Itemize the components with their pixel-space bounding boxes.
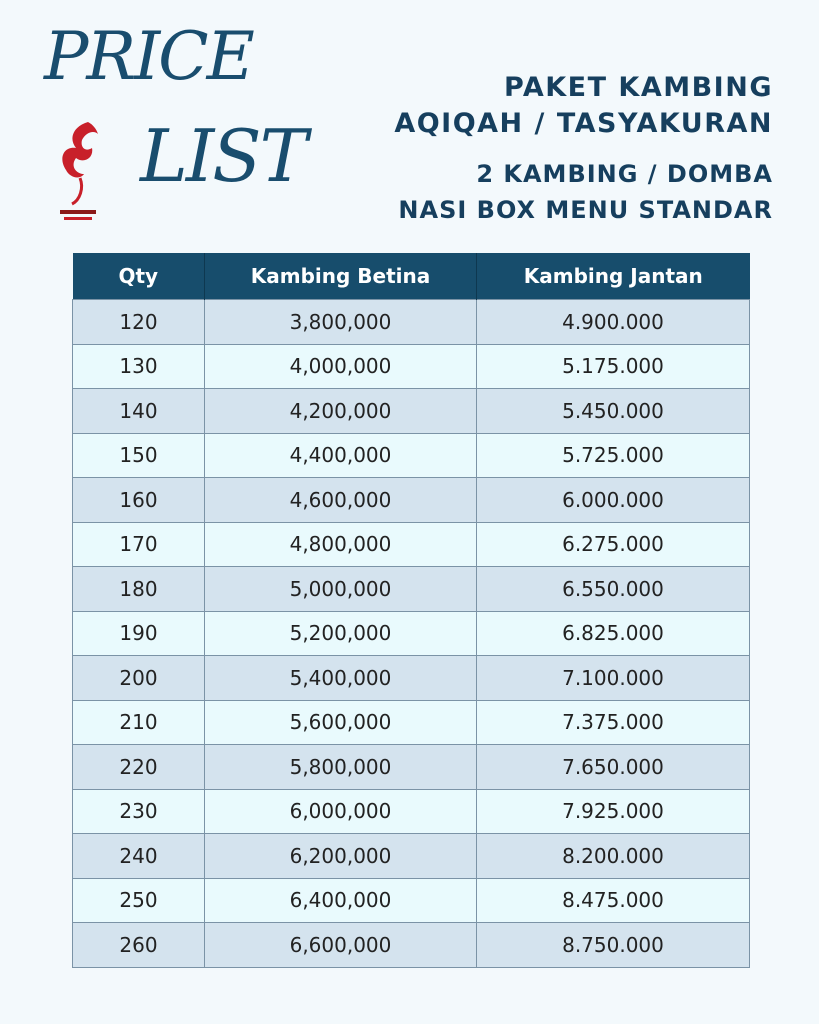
table-row — [73, 389, 750, 434]
table-row — [73, 789, 750, 834]
betina-price-cell: 5,800,000 — [205, 745, 477, 790]
package-heading — [394, 70, 773, 142]
qty-cell: 140 — [73, 389, 205, 434]
table-row — [73, 344, 750, 389]
jantan-price-cell: 7.925.000 — [477, 789, 750, 834]
betina-price-cell: 6,000,000 — [205, 789, 477, 834]
jantan-price-cell: 7.650.000 — [477, 745, 750, 790]
qty-cell: 160 — [73, 478, 205, 523]
jantan-price-cell: 7.100.000 — [477, 656, 750, 701]
betina-price-cell: 3,800,000 — [205, 300, 477, 345]
heading-line-4: NASI BOX MENU STANDAR — [398, 196, 773, 224]
qty-cell: 200 — [73, 656, 205, 701]
betina-price-cell: 4,800,000 — [205, 522, 477, 567]
brand-logo-icon — [50, 118, 104, 228]
betina-price-cell: 5,400,000 — [205, 656, 477, 701]
jantan-price-cell: 5.450.000 — [477, 389, 750, 434]
jantan-price-cell: 7.375.000 — [477, 700, 750, 745]
column-header-qty: Qty — [73, 253, 205, 300]
betina-price-cell: 5,600,000 — [205, 700, 477, 745]
package-subheading — [398, 156, 773, 228]
jantan-price-cell: 8.200.000 — [477, 834, 750, 879]
jantan-price-cell: 8.475.000 — [477, 878, 750, 923]
table-row — [73, 656, 750, 701]
betina-price-cell: 4,600,000 — [205, 478, 477, 523]
qty-cell: 210 — [73, 700, 205, 745]
qty-cell: 130 — [73, 344, 205, 389]
column-header-kambing-jantan: Kambing Jantan — [477, 253, 750, 300]
qty-cell: 120 — [73, 300, 205, 345]
qty-cell: 230 — [73, 789, 205, 834]
heading-line-3: 2 KAMBING / DOMBA — [476, 160, 773, 188]
heading-line-2: AQIQAH / TASYAKURAN — [394, 108, 773, 139]
betina-price-cell: 4,000,000 — [205, 344, 477, 389]
betina-price-cell: 6,600,000 — [205, 923, 477, 968]
table-row — [73, 567, 750, 612]
column-header-kambing-betina: Kambing Betina — [205, 253, 477, 300]
betina-price-cell: 4,400,000 — [205, 433, 477, 478]
jantan-price-cell: 4.900.000 — [477, 300, 750, 345]
table-row — [73, 522, 750, 567]
jantan-price-cell: 6.825.000 — [477, 611, 750, 656]
table-row — [73, 878, 750, 923]
heading-line-1: PAKET KAMBING — [504, 72, 773, 103]
qty-cell: 180 — [73, 567, 205, 612]
table-row — [73, 834, 750, 879]
table-row — [73, 745, 750, 790]
table-row — [73, 433, 750, 478]
qty-cell: 220 — [73, 745, 205, 790]
qty-cell: 190 — [73, 611, 205, 656]
table-header-row — [73, 253, 750, 300]
jantan-price-cell: 5.725.000 — [477, 433, 750, 478]
jantan-price-cell: 6.000.000 — [477, 478, 750, 523]
betina-price-cell: 4,200,000 — [205, 389, 477, 434]
table-row — [73, 478, 750, 523]
table-row — [73, 923, 750, 968]
qty-cell: 250 — [73, 878, 205, 923]
qty-cell: 260 — [73, 923, 205, 968]
jantan-price-cell: 6.275.000 — [477, 522, 750, 567]
price-table — [72, 253, 750, 968]
table-row — [73, 611, 750, 656]
qty-cell: 150 — [73, 433, 205, 478]
table-row — [73, 700, 750, 745]
betina-price-cell: 6,200,000 — [205, 834, 477, 879]
betina-price-cell: 5,000,000 — [205, 567, 477, 612]
jantan-price-cell: 6.550.000 — [477, 567, 750, 612]
qty-cell: 170 — [73, 522, 205, 567]
betina-price-cell: 6,400,000 — [205, 878, 477, 923]
title-list: LIST — [140, 114, 306, 198]
betina-price-cell: 5,200,000 — [205, 611, 477, 656]
qty-cell: 240 — [73, 834, 205, 879]
table-row — [73, 300, 750, 345]
title-price: PRICE — [44, 18, 253, 95]
jantan-price-cell: 8.750.000 — [477, 923, 750, 968]
jantan-price-cell: 5.175.000 — [477, 344, 750, 389]
